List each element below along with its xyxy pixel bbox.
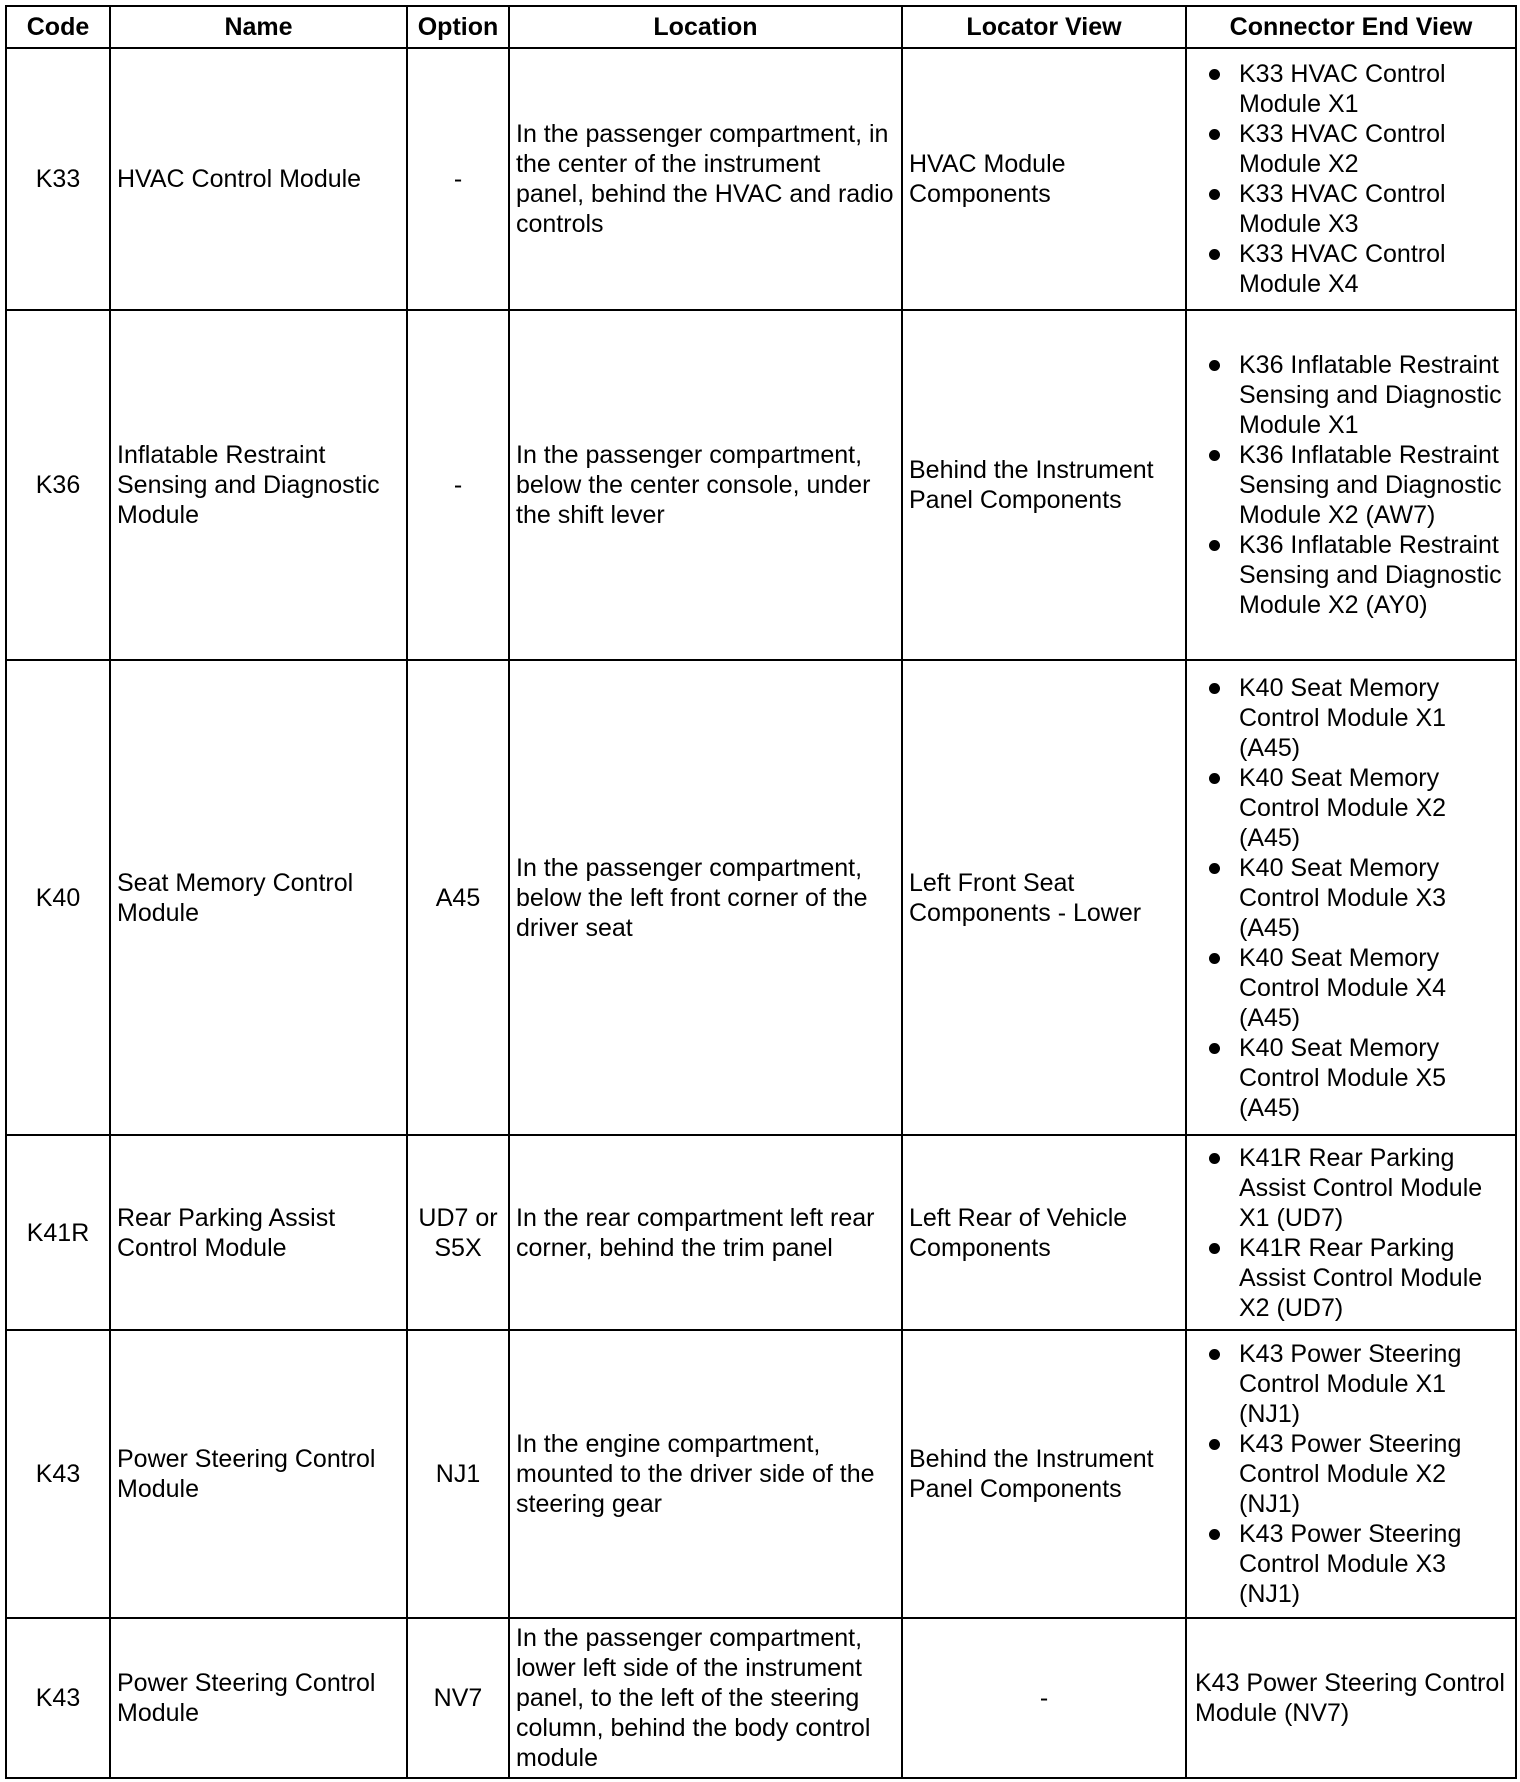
cell-option: A45 [407, 660, 509, 1135]
cell-connector-end-view[interactable]: K43 Power Steering Control Module (NV7) [1186, 1618, 1516, 1778]
cell-location: In the rear compartment left rear corner, behind the trim panel [509, 1135, 902, 1330]
cell-connector-end-view [1186, 1135, 1516, 1330]
cell-location: In the passenger compartment, in the center of the instrument panel, behind the HVAC and radio controls [509, 48, 902, 310]
connector-item[interactable] [1195, 1033, 1511, 1123]
header-row [6, 6, 1516, 48]
bullet-icon [1209, 1529, 1220, 1540]
bullet-icon [1209, 773, 1220, 784]
connector-label: K40 Seat Memory Control Module X5 (A45) [1239, 1033, 1447, 1122]
connector-item[interactable] [1195, 119, 1511, 179]
cell-locator-view[interactable]: Left Rear of Vehicle Components [902, 1135, 1186, 1330]
connector-item[interactable] [1195, 1233, 1511, 1323]
table-row [6, 310, 1516, 660]
connector-list [1195, 1339, 1511, 1609]
bullet-icon [1209, 953, 1220, 964]
connector-label: K33 HVAC Control Module X1 [1239, 60, 1446, 118]
bullet-icon [1209, 1243, 1220, 1254]
cell-locator-view[interactable]: Behind the Instrument Panel Components [902, 310, 1186, 660]
cell-option: NJ1 [407, 1330, 509, 1618]
cell-connector-end-view [1186, 1330, 1516, 1618]
connector-item[interactable] [1195, 59, 1511, 119]
connector-list [1195, 350, 1511, 620]
cell-connector-end-view [1186, 660, 1516, 1135]
connector-item[interactable] [1195, 673, 1511, 763]
connector-label: K36 Inflatable Restraint Sensing and Diagnostic Module X1 [1239, 351, 1502, 439]
connector-list [1195, 673, 1511, 1123]
bullet-icon [1209, 1153, 1220, 1164]
bullet-icon [1209, 69, 1220, 80]
cell-option: - [407, 48, 509, 310]
cell-option: - [407, 310, 509, 660]
header-locator-view: Locator View [902, 6, 1186, 48]
connector-item[interactable] [1195, 853, 1511, 943]
connector-label: K40 Seat Memory Control Module X2 (A45) [1239, 763, 1447, 852]
cell-code: K33 [6, 48, 110, 310]
header-name: Name [110, 6, 407, 48]
bullet-icon [1209, 683, 1220, 694]
component-locator-sheet [5, 5, 1515, 1777]
connector-label: K40 Seat Memory Control Module X4 (A45) [1239, 943, 1447, 1032]
connector-label: K33 HVAC Control Module X4 [1239, 240, 1446, 298]
connector-label: K43 Power Steering Control Module X3 (NJ1) [1239, 1520, 1462, 1608]
connector-label: K41R Rear Parking Assist Control Module X2 (UD7) [1239, 1233, 1483, 1322]
connector-item[interactable] [1195, 763, 1511, 853]
connector-item[interactable] [1195, 943, 1511, 1033]
bullet-icon [1209, 360, 1220, 371]
cell-code: K36 [6, 310, 110, 660]
cell-name: Power Steering Control Module [110, 1330, 407, 1618]
header-code: Code [6, 6, 110, 48]
bullet-icon [1209, 450, 1220, 461]
cell-name: HVAC Control Module [110, 48, 407, 310]
cell-code: K41R [6, 1135, 110, 1330]
cell-name: Seat Memory Control Module [110, 660, 407, 1135]
cell-code: K40 [6, 660, 110, 1135]
cell-name: Inflatable Restraint Sensing and Diagnostic Module [110, 310, 407, 660]
cell-location: In the passenger compartment, below the center console, under the shift lever [509, 310, 902, 660]
bullet-icon [1209, 1349, 1220, 1360]
table-row [6, 1135, 1516, 1330]
header-location: Location [509, 6, 902, 48]
connector-item[interactable] [1195, 239, 1511, 299]
bullet-icon [1209, 540, 1220, 551]
bullet-icon [1209, 1043, 1220, 1054]
bullet-icon [1209, 863, 1220, 874]
cell-code: K43 [6, 1330, 110, 1618]
connector-item[interactable] [1195, 1429, 1511, 1519]
cell-option: NV7 [407, 1618, 509, 1778]
cell-locator-view[interactable]: HVAC Module Components [902, 48, 1186, 310]
table-row [6, 1618, 1516, 1778]
cell-location: In the passenger compartment, lower left side of the instrument panel, to the left of the steering column, behind the body control module [509, 1618, 902, 1778]
cell-code: K43 [6, 1618, 110, 1778]
connector-list [1195, 1143, 1511, 1323]
connector-label: K36 Inflatable Restraint Sensing and Diagnostic Module X2 (AY0) [1239, 531, 1502, 619]
cell-locator-view[interactable]: Behind the Instrument Panel Components [902, 1330, 1186, 1618]
cell-location: In the passenger compartment, below the left front corner of the driver seat [509, 660, 902, 1135]
table-row [6, 48, 1516, 310]
connector-label: K40 Seat Memory Control Module X3 (A45) [1239, 853, 1447, 942]
connector-item[interactable] [1195, 1143, 1511, 1233]
bullet-icon [1209, 129, 1220, 140]
cell-location: In the engine compartment, mounted to the driver side of the steering gear [509, 1330, 902, 1618]
connector-label: K43 Power Steering Control Module X1 (NJ1) [1239, 1340, 1462, 1428]
bullet-icon [1209, 249, 1220, 260]
component-locator-table [5, 5, 1517, 1779]
cell-locator-view[interactable]: Left Front Seat Components - Lower [902, 660, 1186, 1135]
cell-connector-end-view [1186, 310, 1516, 660]
cell-connector-end-view [1186, 48, 1516, 310]
connector-list [1195, 59, 1511, 299]
cell-locator-view: - [902, 1618, 1186, 1778]
connector-item[interactable] [1195, 1519, 1511, 1609]
cell-name: Rear Parking Assist Control Module [110, 1135, 407, 1330]
header-connector-end-view: Connector End View [1186, 6, 1516, 48]
header-option: Option [407, 6, 509, 48]
connector-item[interactable] [1195, 1339, 1511, 1429]
table-row [6, 1330, 1516, 1618]
bullet-icon [1209, 1439, 1220, 1450]
connector-item[interactable] [1195, 179, 1511, 239]
connector-item[interactable] [1195, 530, 1511, 620]
cell-option: UD7 or S5X [407, 1135, 509, 1330]
connector-label: K40 Seat Memory Control Module X1 (A45) [1239, 673, 1447, 762]
connector-label: K33 HVAC Control Module X3 [1239, 180, 1446, 238]
table-row [6, 660, 1516, 1135]
connector-label: K36 Inflatable Restraint Sensing and Diagnostic Module X2 (AW7) [1239, 441, 1502, 529]
bullet-icon [1209, 189, 1220, 200]
connector-label: K33 HVAC Control Module X2 [1239, 120, 1446, 178]
connector-item[interactable] [1195, 440, 1511, 530]
connector-label: K43 Power Steering Control Module X2 (NJ1) [1239, 1430, 1462, 1518]
cell-name: Power Steering Control Module [110, 1618, 407, 1778]
connector-label: K41R Rear Parking Assist Control Module X1 (UD7) [1239, 1143, 1483, 1232]
connector-item[interactable] [1195, 350, 1511, 440]
